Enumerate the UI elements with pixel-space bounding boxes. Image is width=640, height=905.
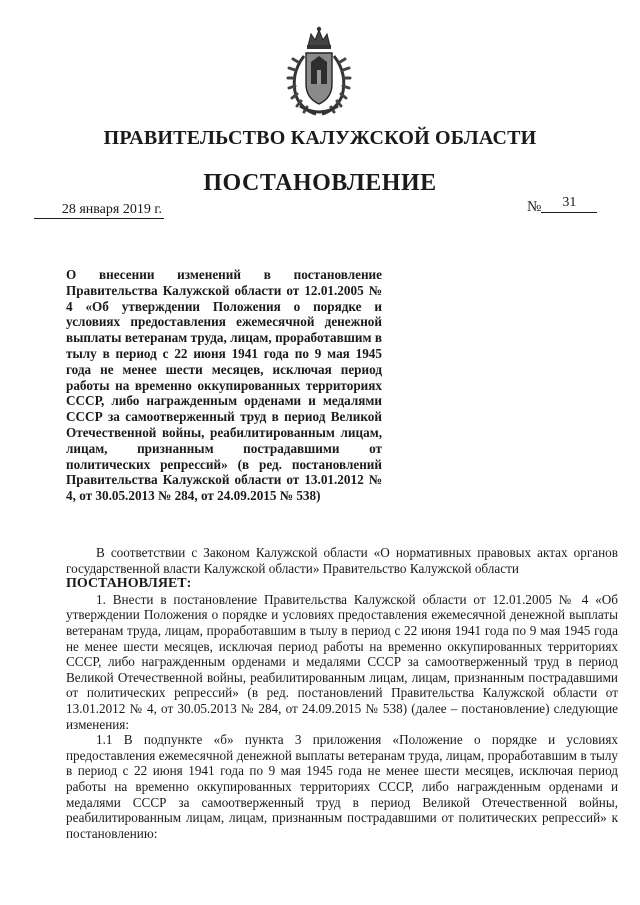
- document-number: 31: [541, 194, 597, 213]
- document-date: 28 января 2019 г.: [34, 201, 164, 219]
- coat-of-arms-icon: [284, 26, 354, 118]
- document-subject: О внесении изменений в постановление Правительства Калужской области от 12.01.2005 № 4 «Об утверждении Положения о порядке и условиях предоставления ежемесячной денежной выплаты ветеранам труда, лицам, проработавшим в тылу в период с 22 июня 1941 года по 9 мая 1945 года не менее шести месяцев, исключая период работы на временно оккупированных территориях СССР, либо награжденным орденами и медалями СССР за самоотверженный труд в период Великой Отечественной войны, реабилитированным лицам, лицам, признанным пострадавшими от политических репрессий» (в ред. постановлений Правительства Калужской области от 13.01.2012 № 4, от 30.05.2013 № 284, от 24.09.2015 № 538): [66, 267, 382, 504]
- decree-word: ПОСТАНОВЛЯЕТ:: [66, 576, 192, 592]
- item-1-1-paragraph: 1.1 В подпункте «б» пункта 3 приложения «Положение о порядке и условиях предоставления ежемесячной денежной выплаты ветеранам труда, лицам, проработавшим в тылу в период с 22 июня 1941 года по 9 мая 1945 года не менее шести месяцев, исключая период работы на временно оккупированных территориях СССР, либо награжденным орденами и медалями СССР за самоотверженный труд в период Великой Отечественной войны, реабилитированным лицам, лицам, признанным пострадавшими от политических репрессий» к постановлению:: [66, 732, 618, 841]
- document-type: ПОСТАНОВЛЕНИЕ: [203, 170, 437, 196]
- item-1-paragraph: 1. Внести в постановление Правительства Калужской области от 12.01.2005 № 4 «Об утверждении Положения о порядке и условиях предоставления ежемесячной денежной выплаты ветеранам труда, лицам, проработавшим в тылу в период с 22 июня 1941 года по 9 мая 1945 года не менее шести месяцев, исключая период работы на временно оккупированных территориях СССР, либо награжденным орденами и медалями СССР за самоотверженный труд в период Великой Отечественной войны, реабилитированным лицам, лицам, признанным пострадавшими от политических репрессий» (в ред. постановлений Правительства Калужской области от 13.01.2012 № 4, от 30.05.2013 № 284, от 24.09.2015 № 538) (далее – постановление) следующие изменения:: [66, 591, 618, 732]
- preamble-paragraph: В соответствии с Законом Калужской области «О нормативных правовых актах органов государственной власти Калужской области» Правительство Калужской области: [66, 545, 618, 576]
- document-body: [66, 545, 618, 841]
- number-sign: №: [527, 199, 542, 215]
- government-name: ПРАВИТЕЛЬСТВО КАЛУЖСКОЙ ОБЛАСТИ: [103, 127, 537, 149]
- document-number-field: [527, 195, 597, 217]
